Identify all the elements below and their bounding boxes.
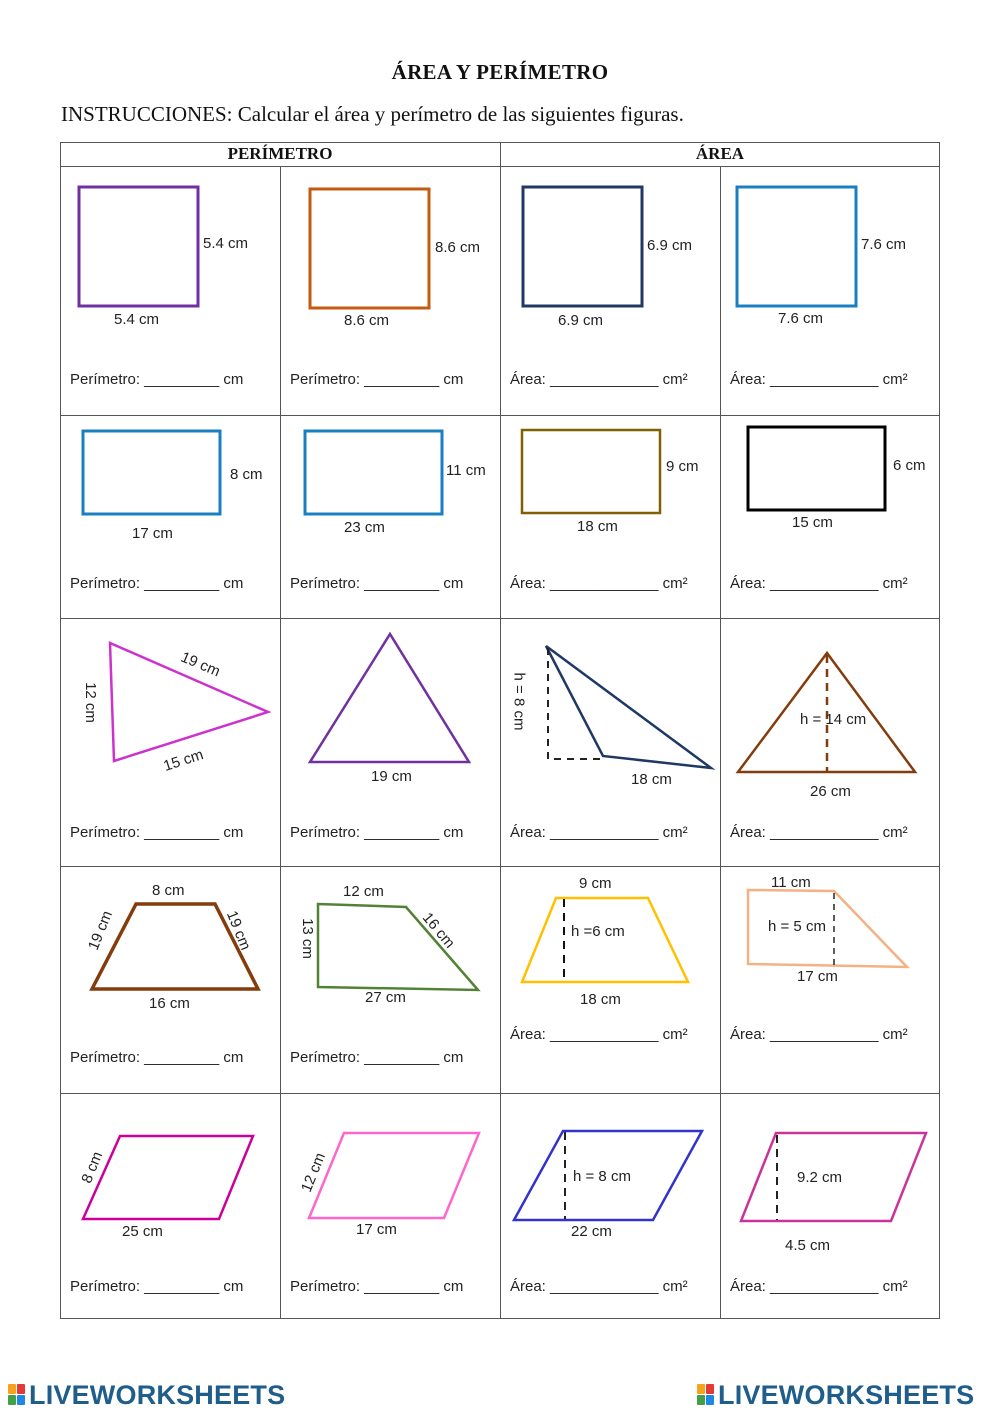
side-label: 19 cm: [84, 908, 116, 953]
cell-rectangle-4: [720, 415, 940, 618]
brand-name: LIVEWORKSHEETS: [29, 1379, 286, 1410]
base-label: 25 cm: [122, 1223, 163, 1240]
side-label: 12 cm: [81, 682, 99, 723]
cell-rectangle-1: [60, 415, 280, 618]
area-answer[interactable]: Área: _____________ cm²: [510, 371, 688, 388]
base-label: 19 cm: [371, 768, 412, 785]
perimeter-answer[interactable]: Perímetro: _________ cm: [70, 575, 244, 592]
perimeter-answer[interactable]: Perímetro: _________ cm: [70, 1049, 244, 1066]
side-label: 19 cm: [178, 648, 223, 681]
cell-square-3: [500, 166, 720, 415]
top-base-label: 12 cm: [343, 883, 384, 900]
side-label: 6.9 cm: [647, 237, 693, 254]
cell-rectangle-2: [280, 415, 500, 618]
square-outline: [310, 189, 429, 308]
perimeter-answer[interactable]: Perímetro: _________ cm: [290, 1278, 464, 1295]
cell-rectangle-3: [500, 415, 720, 618]
base-label: 22 cm: [571, 1223, 612, 1240]
area-answer[interactable]: Área: _____________ cm²: [510, 824, 688, 841]
base-label: 5.4 cm: [114, 311, 160, 328]
instructions-text: INSTRUCCIONES: Calcular el área y perímetro de las siguientes figuras.: [61, 102, 684, 126]
rectangle-outline: [83, 431, 220, 514]
rectangle-outline: [748, 427, 885, 510]
perimeter-answer[interactable]: Perímetro: _________ cm: [70, 824, 244, 841]
worksheet-table: [60, 142, 940, 1319]
side-label: 12 cm: [297, 1150, 329, 1195]
footer-logo-right[interactable]: [697, 1378, 974, 1412]
cell-triangle-4: [720, 618, 940, 866]
header-area: ÁREA: [695, 144, 745, 163]
base-label: 17 cm: [132, 525, 173, 542]
cell-square-4: [720, 166, 940, 415]
brand-name: LIVEWORKSHEETS: [718, 1379, 975, 1410]
perimeter-answer[interactable]: Perímetro: _________ cm: [290, 371, 464, 388]
base-label: 27 cm: [365, 989, 406, 1006]
side-label: 15 cm: [161, 746, 206, 775]
area-answer[interactable]: Área: _____________ cm²: [730, 1026, 908, 1043]
perimeter-answer[interactable]: Perímetro: _________ cm: [70, 371, 244, 388]
trapezoid-shape: [500, 866, 720, 1093]
height-label: 11 cm: [446, 462, 486, 479]
cell-square-1: [60, 166, 280, 415]
liveworksheets-logo-icon: [8, 1384, 26, 1406]
base-label: 6.9 cm: [558, 312, 604, 329]
rectangle-outline: [522, 430, 660, 513]
square-outline: [79, 187, 198, 306]
area-answer[interactable]: Área: _____________ cm²: [730, 575, 908, 592]
height-label: h = 8 cm: [510, 672, 528, 731]
parallelogram-outline: [309, 1133, 479, 1218]
base-label: 15 cm: [792, 514, 833, 531]
page-title: ÁREA Y PERÍMETRO: [391, 60, 609, 84]
height-label: 6 cm: [893, 457, 926, 474]
base-label: 17 cm: [356, 1221, 397, 1238]
area-answer[interactable]: Área: _____________ cm²: [730, 371, 908, 388]
top-base-label: 8 cm: [152, 882, 185, 899]
footer-logo-left[interactable]: [8, 1378, 285, 1412]
cell-trapezoid-1: [60, 866, 280, 1093]
side-label: 13 cm: [298, 918, 316, 959]
side-label: 16 cm: [418, 909, 459, 952]
height-label: 9 cm: [666, 458, 699, 475]
base-label: 8.6 cm: [344, 312, 390, 329]
side-label: 8.6 cm: [435, 239, 481, 256]
height-label: 8 cm: [230, 466, 263, 483]
header-perimeter: PERÍMETRO: [227, 144, 333, 163]
height-label: h = 8 cm: [573, 1168, 631, 1185]
base-label: 18 cm: [577, 518, 618, 535]
perimeter-answer[interactable]: Perímetro: _________ cm: [290, 575, 464, 592]
liveworksheets-logo-icon: [697, 1384, 715, 1406]
perimeter-answer[interactable]: Perímetro: _________ cm: [290, 824, 464, 841]
height-label: 9.2 cm: [797, 1169, 843, 1186]
cell-parallelogram-1: [60, 1093, 280, 1319]
cell-parallelogram-3: [500, 1093, 720, 1319]
square-outline: [523, 187, 642, 306]
trapezoid-outline: [318, 904, 478, 990]
cell-triangle-2: [280, 618, 500, 866]
top-base-label: 11 cm: [771, 874, 811, 891]
base-label: 17 cm: [797, 968, 838, 985]
side-label: 19 cm: [222, 908, 254, 953]
base-label: 16 cm: [149, 995, 190, 1012]
base-label: 7.6 cm: [778, 310, 824, 327]
height-label: h = 14 cm: [800, 711, 867, 728]
height-label: h =6 cm: [571, 923, 625, 940]
square-outline: [737, 187, 856, 306]
cell-square-2: [280, 166, 500, 415]
cell-trapezoid-2: [280, 866, 500, 1093]
rectangle-outline: [305, 431, 442, 514]
base-label: 18 cm: [631, 771, 672, 788]
parallelogram-outline: [83, 1136, 253, 1219]
base-label: 18 cm: [580, 991, 621, 1008]
area-answer[interactable]: Área: _____________ cm²: [730, 824, 908, 841]
cell-parallelogram-4: [720, 1093, 940, 1319]
perimeter-answer[interactable]: Perímetro: _________ cm: [70, 1278, 244, 1295]
triangle-outline: [310, 634, 469, 762]
perimeter-answer[interactable]: Perímetro: _________ cm: [290, 1049, 464, 1066]
side-label: 8 cm: [78, 1149, 107, 1186]
cell-trapezoid-4: [720, 866, 940, 1093]
area-answer[interactable]: Área: _____________ cm²: [510, 1278, 688, 1295]
base-label: 23 cm: [344, 519, 385, 536]
cell-parallelogram-2: [280, 1093, 500, 1319]
triangle-outline: [546, 646, 711, 768]
base-label: 26 cm: [810, 783, 851, 800]
area-answer[interactable]: Área: _____________ cm²: [730, 1278, 908, 1295]
area-answer[interactable]: Área: _____________ cm²: [510, 575, 688, 592]
cell-trapezoid-3: [500, 866, 720, 1093]
cell-triangle-1: [60, 618, 280, 866]
height-label: h = 5 cm: [768, 918, 826, 935]
side-label: 7.6 cm: [861, 236, 907, 253]
side-label: 5.4 cm: [203, 235, 249, 252]
trapezoid-outline: [522, 898, 688, 982]
top-base-label: 9 cm: [579, 875, 612, 892]
area-answer[interactable]: Área: _____________ cm²: [510, 1026, 688, 1043]
cell-triangle-3: [500, 618, 720, 866]
base-label: 4.5 cm: [785, 1237, 831, 1254]
